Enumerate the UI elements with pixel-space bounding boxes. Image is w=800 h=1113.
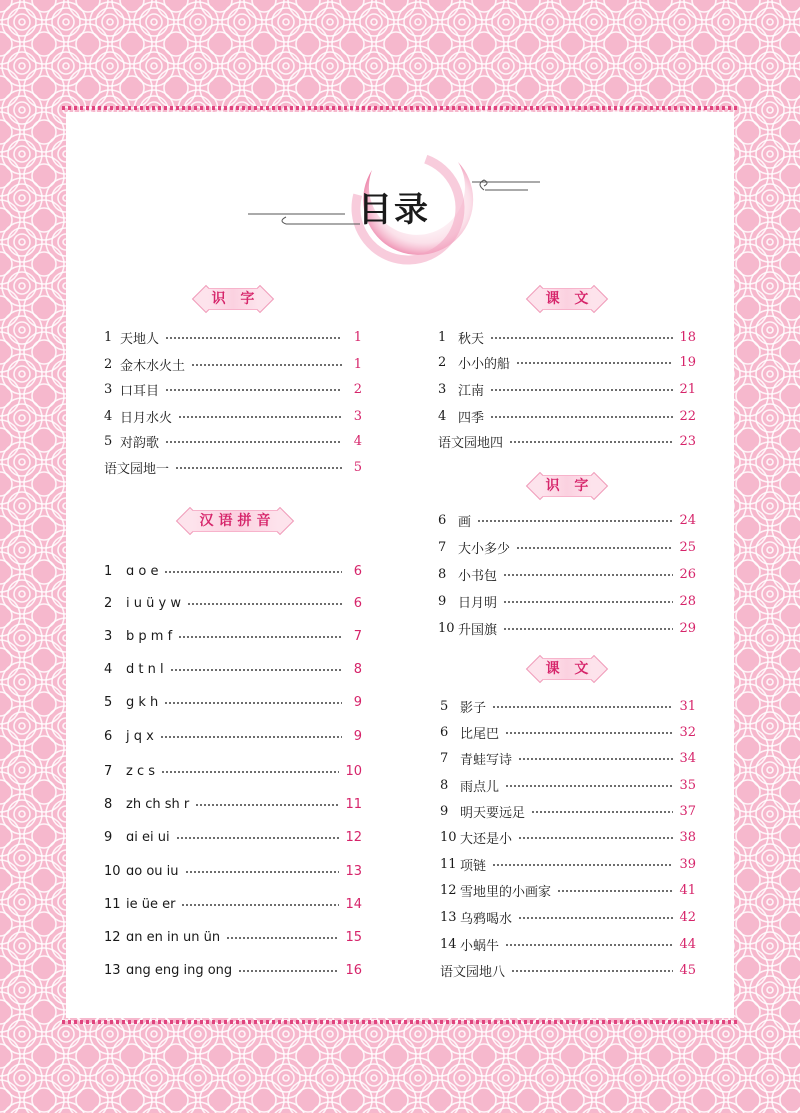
entry-page-number: 44 xyxy=(679,936,696,952)
toc-entry[interactable] xyxy=(104,958,362,982)
entry-title: 日月水火 xyxy=(120,410,173,426)
entry-title: 小小的船 xyxy=(458,356,511,372)
entry-number: 7 xyxy=(438,539,447,555)
entry-number: 10 xyxy=(440,829,457,845)
entry-page-number: 6 xyxy=(353,595,362,611)
entry-title: 大还是小 xyxy=(460,831,513,847)
dot-leader xyxy=(164,571,342,573)
entry-title: 语文园地一 xyxy=(104,461,170,477)
toc-entry[interactable] xyxy=(438,508,696,532)
entry-number: 4 xyxy=(438,408,447,424)
dot-leader xyxy=(516,547,673,549)
entry-title: 江南 xyxy=(458,383,485,399)
entry-page-number: 34 xyxy=(679,750,696,766)
entry-title: 小蜗牛 xyxy=(460,938,500,954)
dot-leader xyxy=(170,669,342,671)
entry-title: 四季 xyxy=(458,410,485,426)
dot-leader xyxy=(503,601,673,603)
toc-entry[interactable] xyxy=(104,825,362,849)
page-title: 目录 xyxy=(358,190,430,230)
section-header-kewen-1: 课 文 xyxy=(530,285,604,311)
dot-leader xyxy=(165,389,342,391)
entry-number: 2 xyxy=(104,595,113,611)
entry-page-number: 45 xyxy=(679,962,696,978)
dot-leader xyxy=(492,864,673,866)
toc-entry[interactable] xyxy=(104,859,362,883)
toc-entry[interactable] xyxy=(438,535,696,559)
dot-leader xyxy=(160,736,342,738)
entry-title: 秋天 xyxy=(458,331,485,347)
entry-page-number: 10 xyxy=(345,763,362,779)
toc-entry[interactable] xyxy=(440,720,696,744)
entry-page-number: 13 xyxy=(345,863,362,879)
entry-page-number: 25 xyxy=(679,539,696,555)
toc-entry[interactable] xyxy=(104,559,362,583)
entry-title: i u ü y w xyxy=(126,595,181,611)
toc-entry[interactable] xyxy=(440,773,696,797)
entry-page-number: 39 xyxy=(679,856,696,872)
entry-number: 9 xyxy=(104,829,113,845)
toc-entry[interactable] xyxy=(104,792,362,816)
toc-entry[interactable] xyxy=(438,404,696,428)
dot-leader xyxy=(164,702,342,704)
toc-entry[interactable] xyxy=(104,657,362,681)
entry-page-number: 1 xyxy=(353,356,362,372)
entry-number: 1 xyxy=(104,329,113,345)
toc-entry[interactable] xyxy=(440,852,696,876)
entry-page-number: 3 xyxy=(353,408,362,424)
toc-entry[interactable] xyxy=(104,404,362,428)
entry-page-number: 31 xyxy=(679,698,696,714)
entry-number: 1 xyxy=(438,329,447,345)
entry-page-number: 42 xyxy=(679,909,696,925)
section-header-pinyin: 汉语拼音 xyxy=(180,507,290,533)
toc-entry[interactable] xyxy=(104,759,362,783)
toc-entry[interactable] xyxy=(440,746,696,770)
dot-leader xyxy=(505,785,673,787)
entry-page-number: 11 xyxy=(345,796,362,812)
entry-page-number: 5 xyxy=(353,459,362,475)
entry-number: 8 xyxy=(438,566,447,582)
entry-number: 11 xyxy=(104,896,121,912)
entry-page-number: 14 xyxy=(345,896,362,912)
entry-number: 1 xyxy=(104,563,113,579)
toc-entry[interactable] xyxy=(438,325,696,349)
entry-title: ɑo ou iu xyxy=(126,863,179,879)
bottom-border-trim xyxy=(62,1020,738,1024)
entry-page-number: 35 xyxy=(679,777,696,793)
entry-title: ɑ o e xyxy=(126,563,159,579)
entry-page-number: 16 xyxy=(345,962,362,978)
entry-number: 3 xyxy=(104,381,113,397)
entry-number: 10 xyxy=(104,863,121,879)
toc-entry[interactable] xyxy=(104,690,362,714)
toc-entry[interactable] xyxy=(438,562,696,586)
entry-number: 2 xyxy=(104,356,113,372)
toc-entry[interactable] xyxy=(440,694,696,718)
entry-title: 对韵歌 xyxy=(120,435,160,451)
entry-page-number: 32 xyxy=(679,724,696,740)
entry-page-number: 12 xyxy=(345,829,362,845)
toc-entry[interactable] xyxy=(438,429,696,453)
entry-page-number: 7 xyxy=(353,628,362,644)
dot-leader xyxy=(181,904,339,906)
entry-title: 语文园地四 xyxy=(438,435,504,451)
toc-entry[interactable] xyxy=(440,878,696,902)
toc-entry[interactable] xyxy=(440,799,696,823)
entry-page-number: 19 xyxy=(679,354,696,370)
entry-page-number: 18 xyxy=(679,329,696,345)
toc-entry[interactable] xyxy=(104,892,362,916)
entry-number: 13 xyxy=(440,909,457,925)
toc-entry[interactable] xyxy=(104,624,362,648)
dot-leader xyxy=(187,603,342,605)
toc-entry[interactable] xyxy=(438,377,696,401)
entry-title: b p m f xyxy=(126,628,173,644)
entry-number: 9 xyxy=(438,593,447,609)
entry-number: 12 xyxy=(104,929,121,945)
entry-page-number: 26 xyxy=(679,566,696,582)
entry-page-number: 37 xyxy=(679,803,696,819)
entry-title: 金木水火土 xyxy=(120,358,186,374)
entry-number: 5 xyxy=(104,694,113,710)
entry-page-number: 6 xyxy=(353,563,362,579)
entry-title: 口耳目 xyxy=(120,383,160,399)
dot-leader xyxy=(238,970,339,972)
entry-number: 5 xyxy=(440,698,449,714)
toc-entry[interactable] xyxy=(104,925,362,949)
toc-entry[interactable] xyxy=(438,589,696,613)
entry-title: 画 xyxy=(458,514,472,530)
entry-title: ɑi ei ui xyxy=(126,829,170,845)
entry-title: 大小多少 xyxy=(458,541,511,557)
entry-title: 小书包 xyxy=(458,568,498,584)
entry-number: 9 xyxy=(440,803,449,819)
entry-page-number: 4 xyxy=(353,433,362,449)
entry-number: 4 xyxy=(104,408,113,424)
entry-page-number: 22 xyxy=(679,408,696,424)
entry-title: 明天要远足 xyxy=(460,805,526,821)
entry-number: 14 xyxy=(440,936,457,952)
entry-title: 语文园地八 xyxy=(440,964,506,980)
entry-title: 日月明 xyxy=(458,595,498,611)
entry-page-number: 28 xyxy=(679,593,696,609)
entry-page-number: 9 xyxy=(353,728,362,744)
dot-leader xyxy=(505,944,673,946)
dot-leader xyxy=(490,389,673,391)
toc-entry[interactable] xyxy=(440,932,696,956)
entry-number: 13 xyxy=(104,962,121,978)
entry-number: 3 xyxy=(104,628,113,644)
toc-entry[interactable] xyxy=(104,591,362,615)
entry-number: 2 xyxy=(438,354,447,370)
dot-leader xyxy=(518,917,673,919)
entry-page-number: 23 xyxy=(679,433,696,449)
toc-entry[interactable] xyxy=(440,905,696,929)
entry-number: 12 xyxy=(440,882,457,898)
entry-page-number: 2 xyxy=(353,381,362,397)
entry-number: 8 xyxy=(104,796,113,812)
entry-page-number: 1 xyxy=(353,329,362,345)
entry-title: 雪地里的小画家 xyxy=(460,884,552,900)
entry-number: 8 xyxy=(440,777,449,793)
section-header-shizi-left: 识 字 xyxy=(196,285,270,311)
dot-leader xyxy=(185,871,340,873)
dot-leader xyxy=(490,337,673,339)
section-header-shizi-right: 识 字 xyxy=(530,472,604,498)
top-border-trim xyxy=(62,106,738,110)
dot-leader xyxy=(557,890,673,892)
entry-number: 6 xyxy=(440,724,449,740)
entry-title: j q x xyxy=(126,728,154,744)
toc-entry[interactable] xyxy=(440,825,696,849)
entry-title: 青蛙写诗 xyxy=(460,752,513,768)
toc-entry[interactable] xyxy=(104,429,362,453)
section-header-kewen-2: 课 文 xyxy=(530,655,604,681)
entry-page-number: 9 xyxy=(353,694,362,710)
dot-leader xyxy=(195,804,339,806)
entry-title: z c s xyxy=(126,763,156,779)
dot-leader xyxy=(161,771,339,773)
toc-entry[interactable] xyxy=(104,377,362,401)
toc-entry[interactable] xyxy=(104,455,362,479)
entry-title: 雨点儿 xyxy=(460,779,500,795)
entry-number: 10 xyxy=(438,620,455,636)
entry-number: 6 xyxy=(438,512,447,528)
entry-number: 11 xyxy=(440,856,457,872)
toc-entry[interactable] xyxy=(438,616,696,640)
entry-title: ie üe er xyxy=(126,896,176,912)
entry-title: 天地人 xyxy=(120,331,160,347)
entry-number: 7 xyxy=(440,750,449,766)
entry-title: ɑng eng ing ong xyxy=(126,962,233,978)
entry-page-number: 29 xyxy=(679,620,696,636)
toc-entry[interactable] xyxy=(440,958,696,982)
entry-title: g k h xyxy=(126,694,159,710)
entry-number: 4 xyxy=(104,661,113,677)
entry-page-number: 15 xyxy=(345,929,362,945)
dot-leader xyxy=(518,837,673,839)
toc-entry[interactable] xyxy=(438,350,696,374)
dot-leader xyxy=(503,574,673,576)
entry-title: zh ch sh r xyxy=(126,796,190,812)
dot-leader xyxy=(175,467,342,469)
entry-number: 6 xyxy=(104,728,113,744)
dot-leader xyxy=(518,758,673,760)
dot-leader xyxy=(477,520,673,522)
toc-entry[interactable] xyxy=(104,352,362,376)
entry-page-number: 8 xyxy=(353,661,362,677)
dot-leader xyxy=(503,628,673,630)
dot-leader xyxy=(176,837,340,839)
dot-leader xyxy=(505,732,673,734)
entry-title: 乌鸦喝水 xyxy=(460,911,513,927)
entry-title: 影子 xyxy=(460,700,487,716)
dot-leader xyxy=(165,441,342,443)
dot-leader xyxy=(492,706,673,708)
dot-leader xyxy=(191,364,342,366)
entry-title: 比尾巴 xyxy=(460,726,500,742)
entry-number: 5 xyxy=(104,433,113,449)
entry-title: 升国旗 xyxy=(458,622,498,638)
entry-title: ɑn en in un ün xyxy=(126,929,221,945)
entry-page-number: 38 xyxy=(679,829,696,845)
dot-leader xyxy=(531,811,673,813)
dot-leader xyxy=(509,441,673,443)
entry-page-number: 24 xyxy=(679,512,696,528)
dot-leader xyxy=(226,937,339,939)
entry-number: 7 xyxy=(104,763,113,779)
dot-leader xyxy=(511,970,673,972)
dot-leader xyxy=(490,416,673,418)
dot-leader xyxy=(516,362,673,364)
entry-title: d t n l xyxy=(126,661,164,677)
entry-page-number: 21 xyxy=(679,381,696,397)
dot-leader xyxy=(165,337,342,339)
entry-page-number: 41 xyxy=(679,882,696,898)
toc-entry[interactable] xyxy=(104,325,362,349)
entry-title: 项链 xyxy=(460,858,487,874)
dot-leader xyxy=(178,636,342,638)
dot-leader xyxy=(178,416,342,418)
toc-entry[interactable] xyxy=(104,724,362,748)
entry-number: 3 xyxy=(438,381,447,397)
